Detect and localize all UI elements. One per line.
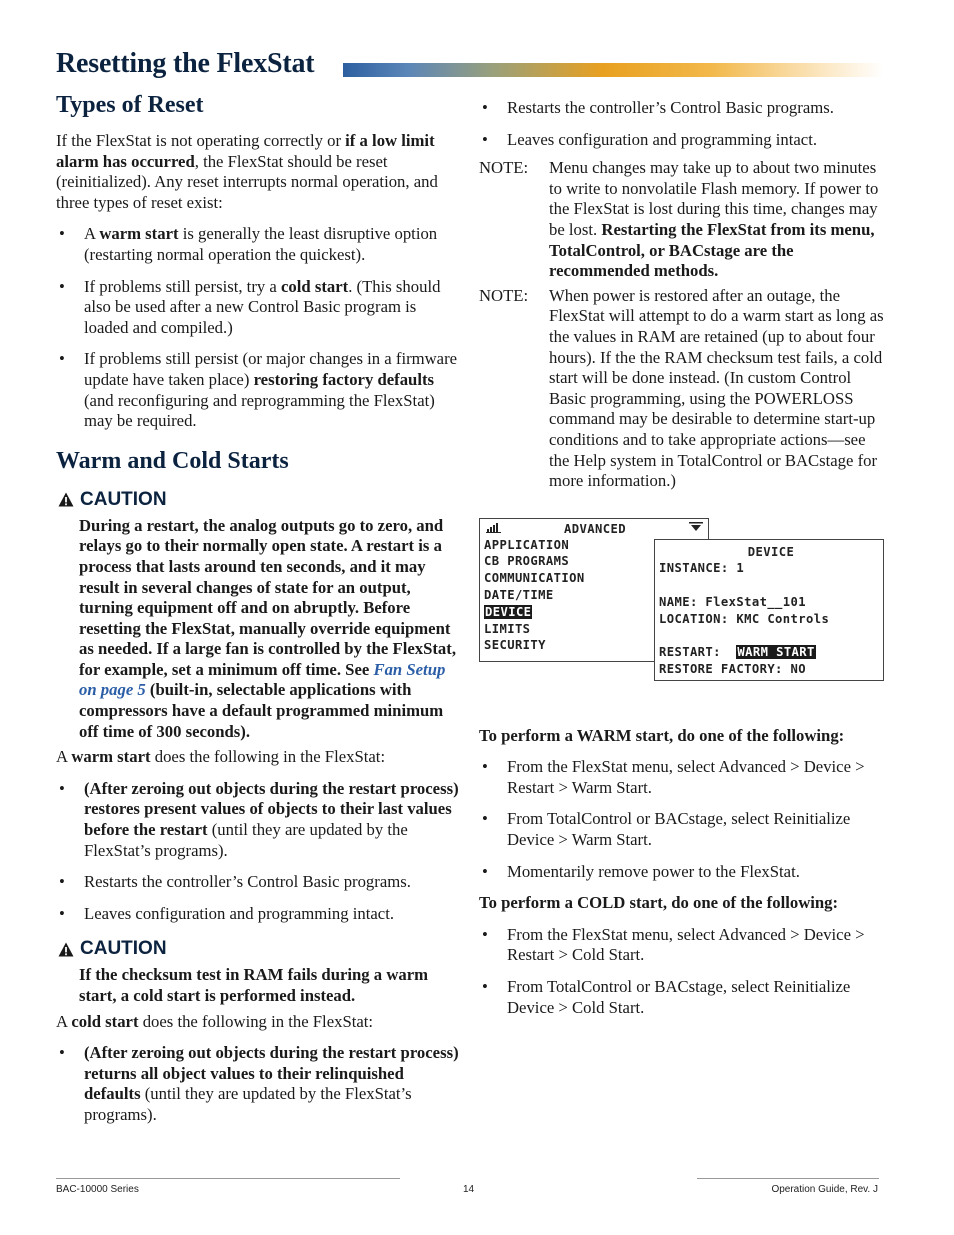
note: NOTE: Menu changes may take up to about two minutes to write to nonvolatile Flash memory. If power to the FlexStat is lost during this time, changes may be lost. Restarting the FlexStat from its menu, TotalControl, or BACstage are the recommended methods. [479,158,879,281]
footer-divider [56,1178,400,1179]
list-item: • A warm start is generally the least disruptive option (restarting normal operation the quickest). [56,224,460,265]
list-item: • If problems still persist (or major changes in a firmware update have taken place) restoring factory defaults (and reconfiguring and reprogramming the FlexStat) may be required. [56,349,460,431]
footer-series: BAC-10000 Series [56,1184,139,1195]
list-item: • If problems still persist, try a cold start. (This should also be used after a new Control Basic program is loaded and compiled.) [56,277,460,339]
types-of-reset-heading: Types of Reset [56,92,204,118]
restart-value: WARM START [737,645,815,660]
list-item: • Restarts the controller’s Control Basic programs. [56,872,460,893]
device-menu-screen [654,539,884,681]
list-item: • From TotalControl or BACstage, select Reinitialize Device > Cold Start. [479,977,885,1018]
warm-start-steps [479,757,885,882]
warm-start-intro: A warm start does the following in the FlexStat: [56,747,386,767]
warm-start-list [56,779,460,925]
instance-field[interactable]: INSTANCE: 1 [659,561,745,576]
cold-start-procedure-heading: To perform a COLD start, do one of the following: [479,893,839,913]
right-column [479,98,885,1018]
list-item: • From TotalControl or BACstage, select Reinitialize Device > Warm Start. [479,809,885,850]
menu-item-date-time[interactable]: DATE/TIME [484,588,554,603]
warning-icon [58,942,74,957]
cold-start-intro: A cold start does the following in the FlexStat: [56,1011,374,1031]
warm-cold-heading: Warm and Cold Starts [56,447,289,474]
cold-start-steps [479,925,885,1018]
menu-item-security[interactable]: SECURITY [484,638,546,653]
caution-heading: CAUTION [58,937,460,961]
warning-icon [58,492,74,507]
page-number: 14 [463,1184,475,1195]
restart-field[interactable]: RESTART: WARM START [659,645,815,660]
list-item: • Leaves configuration and programming intact. [56,904,460,925]
device-menu-title: DEVICE [747,544,795,559]
fan-setup-link[interactable]: Fan Setup on page 5 [79,659,446,700]
caution-text: During a restart, the analog outputs go to zero, and relays go to their normally open state. A restart is a process that lasts around ten seconds, and it may result in several changes of state for an output, turning equipment off and on abruptly. Before resetting the FlexStat, manually override equipment as needed. If a large fan is controlled by the FlexStat, for example, set a minimum off time. See Fan Setup on page 5 (built-in, selectable applications with compressors have a default programmed minimum off time of 300 seconds). [79,515,456,741]
cold-start-list-continued [479,98,885,150]
footer-divider [697,1178,879,1179]
restore-factory-field[interactable]: RESTORE FACTORY: NO [659,662,807,677]
signal-icon [486,521,502,533]
menu-item-cb-programs[interactable]: CB PROGRAMS [484,554,570,569]
page-title: Resetting the FlexStat [56,48,315,79]
warm-start-procedure-heading: To perform a WARM start, do one of the following: [479,725,845,745]
list-item: • (After zeroing out objects during the restart process) restores present values of objects to their last values before the restart (until they are updated by the FlexStat’s programs). [56,779,460,861]
list-item: • Leaves configuration and programming intact. [479,130,885,151]
footer-document: Operation Guide, Rev. J [771,1184,878,1195]
note: NOTE: When power is restored after an outage, the FlexStat will attempt to do a warm start as long as the values in RAM are retained (up to about four hours). If the the RAM checksum test fails, a cold start will be done instead. (In custom Control Basic programming, using the POWERLOSS command may be desirable to determine start-up conditions and to take appropriate actions—see the Help system in TotalControl or BACstage for more information.) [479,285,884,491]
device-screen-illustration [479,518,885,708]
caution-text: If the checksum test in RAM fails during a warm start, a cold start is performed instead. [79,965,429,1005]
title-accent-bar [343,63,883,77]
location-field[interactable]: LOCATION: KMC Controls [659,611,830,626]
dropdown-arrow-icon [688,521,704,533]
menu-item-device[interactable]: DEVICE [485,604,532,619]
menu-item-application[interactable]: APPLICATION [484,537,570,552]
advanced-menu-title: ADVANCED [564,521,626,536]
name-field[interactable]: NAME: FlexStat__101 [659,595,807,610]
cold-start-list [56,1043,460,1125]
list-item: • From the FlexStat menu, select Advanced > Device > Restart > Warm Start. [479,757,885,798]
list-item: • Restarts the controller’s Control Basic programs. [479,98,885,119]
list-item: • (After zeroing out objects during the restart process) returns all object values to their relinquished defaults (until they are updated by the FlexStat’s programs). [56,1043,460,1125]
menu-item-communication[interactable]: COMMUNICATION [484,571,585,586]
reset-types-list [56,224,460,431]
menu-item-limits[interactable]: LIMITS [484,621,531,636]
caution-heading: CAUTION [58,488,460,512]
intro-paragraph: If the FlexStat is not operating correctly or if a low limit alarm has occurred, the FlexStat should be reset (reinitialized). Any reset interrupts normal operation, and three types of reset exist: [56,131,438,212]
list-item: • Momentarily remove power to the FlexStat. [479,862,885,883]
left-column [56,90,460,1126]
list-item: • From the FlexStat menu, select Advanced > Device > Restart > Cold Start. [479,925,885,966]
